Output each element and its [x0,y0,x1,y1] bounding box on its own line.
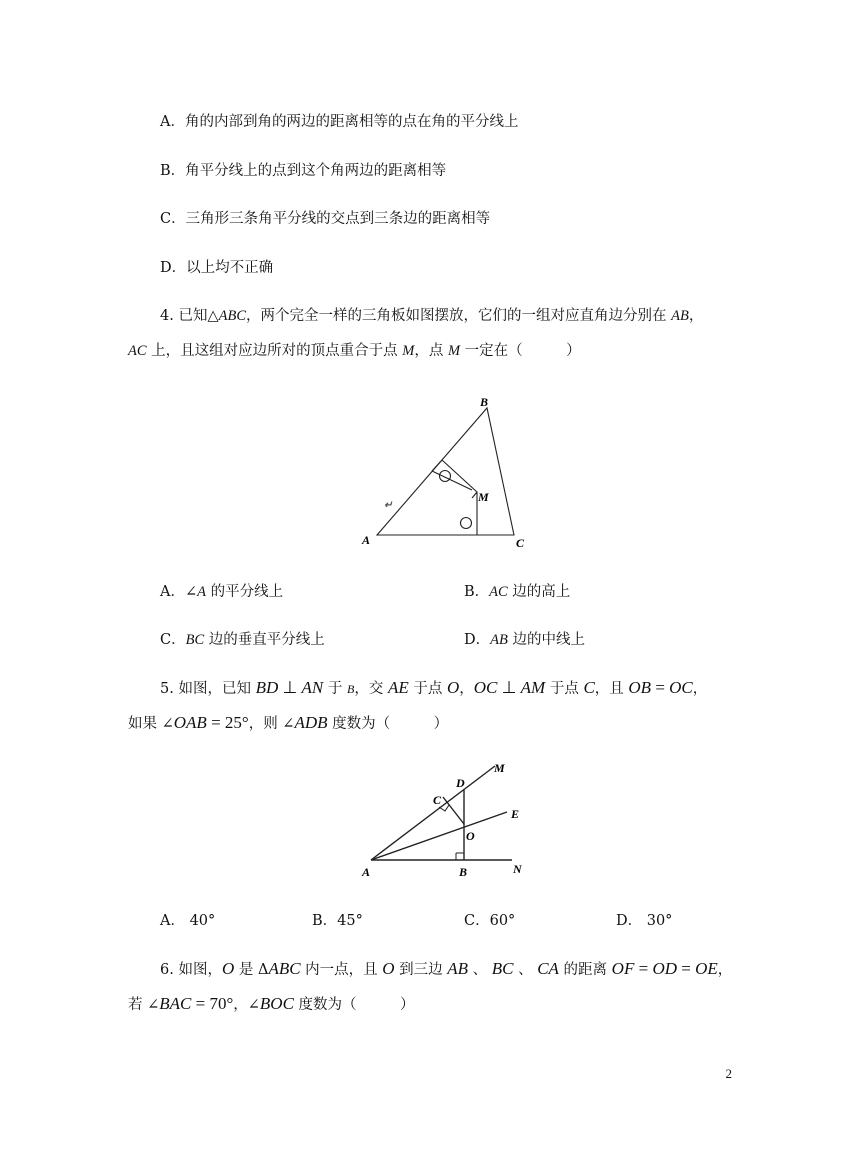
q6-stem-line1: 6. 如图，O 是 ΔABC 内一点，且 O 到三边 AB 、 BC 、 CA 的距离 OF = OD = OE， [160,959,733,978]
q5-stem-line1: 5. 如图，已知 BD ⊥ AN 于 B，交 AE 于点 O，OC ⊥ AM 于点 C，且 OB = OC， [160,678,708,697]
ray-ae [371,812,507,860]
q5-angle-figure [355,755,535,880]
q5-option-c: C．60° [464,913,516,929]
q5-option-a: A． 40° [160,913,216,929]
label-b: B [480,395,489,409]
q5-option-d: D． 30° [616,913,673,929]
label-c: C [516,536,525,550]
ray-am [371,766,495,860]
q3-option-c: C．三角形三条角平分线的交点到三条边的距离相等 [160,211,491,227]
segment-oc [443,797,464,824]
q4-option-a: A．∠A 的平分线上 [160,584,284,600]
q4-stem-line1: 4. 已知△ABC，两个完全一样的三角板如图摆放，它们的一组对应直角边分别在 AB， [160,308,704,324]
q4-triangle-figure [350,390,540,555]
label-a: A [362,533,371,547]
return-mark: ↵ [384,500,393,511]
q4-option-c: C．BC 边的垂直平分线上 [160,632,325,648]
page-number: 2 [725,1066,732,1081]
triangle-abc [377,408,514,535]
q5-option-b: B．45° [312,913,363,929]
label-c: C [433,793,442,807]
q4-option-d: D．AB 边的中线上 [464,632,585,648]
q3-option-d: D．以上均不正确 [160,260,274,276]
q3-option-b: B．角平分线上的点到这个角两边的距离相等 [160,163,447,179]
q5-stem-line2: 如果 ∠OAB = 25°，则 ∠ADB 度数为（ ） [128,713,449,732]
q4-stem-line2: AC 上，且这组对应边所对的顶点重合于点 M，点 M 一定在（ ） [128,343,581,359]
label-b: B [459,865,468,879]
label-m: M [494,761,505,775]
q6-stem-line2: 若 ∠BAC = 70°，∠BOC 度数为（ ） [128,994,415,1013]
label-m: M [478,490,489,504]
label-a: A [362,865,371,879]
triangle-board-lower [449,492,477,535]
triangle-board-upper-side [432,471,472,490]
label-e: E [511,807,520,821]
q4-option-b: B．AC 边的高上 [464,584,571,600]
q3-option-a: A．角的内部到角的两边的距离相等的点在角的平分线上 [160,114,519,130]
triangle-board-upper [432,460,477,498]
label-o: O [466,829,475,843]
label-n: N [513,862,522,876]
label-d: D [456,776,465,790]
